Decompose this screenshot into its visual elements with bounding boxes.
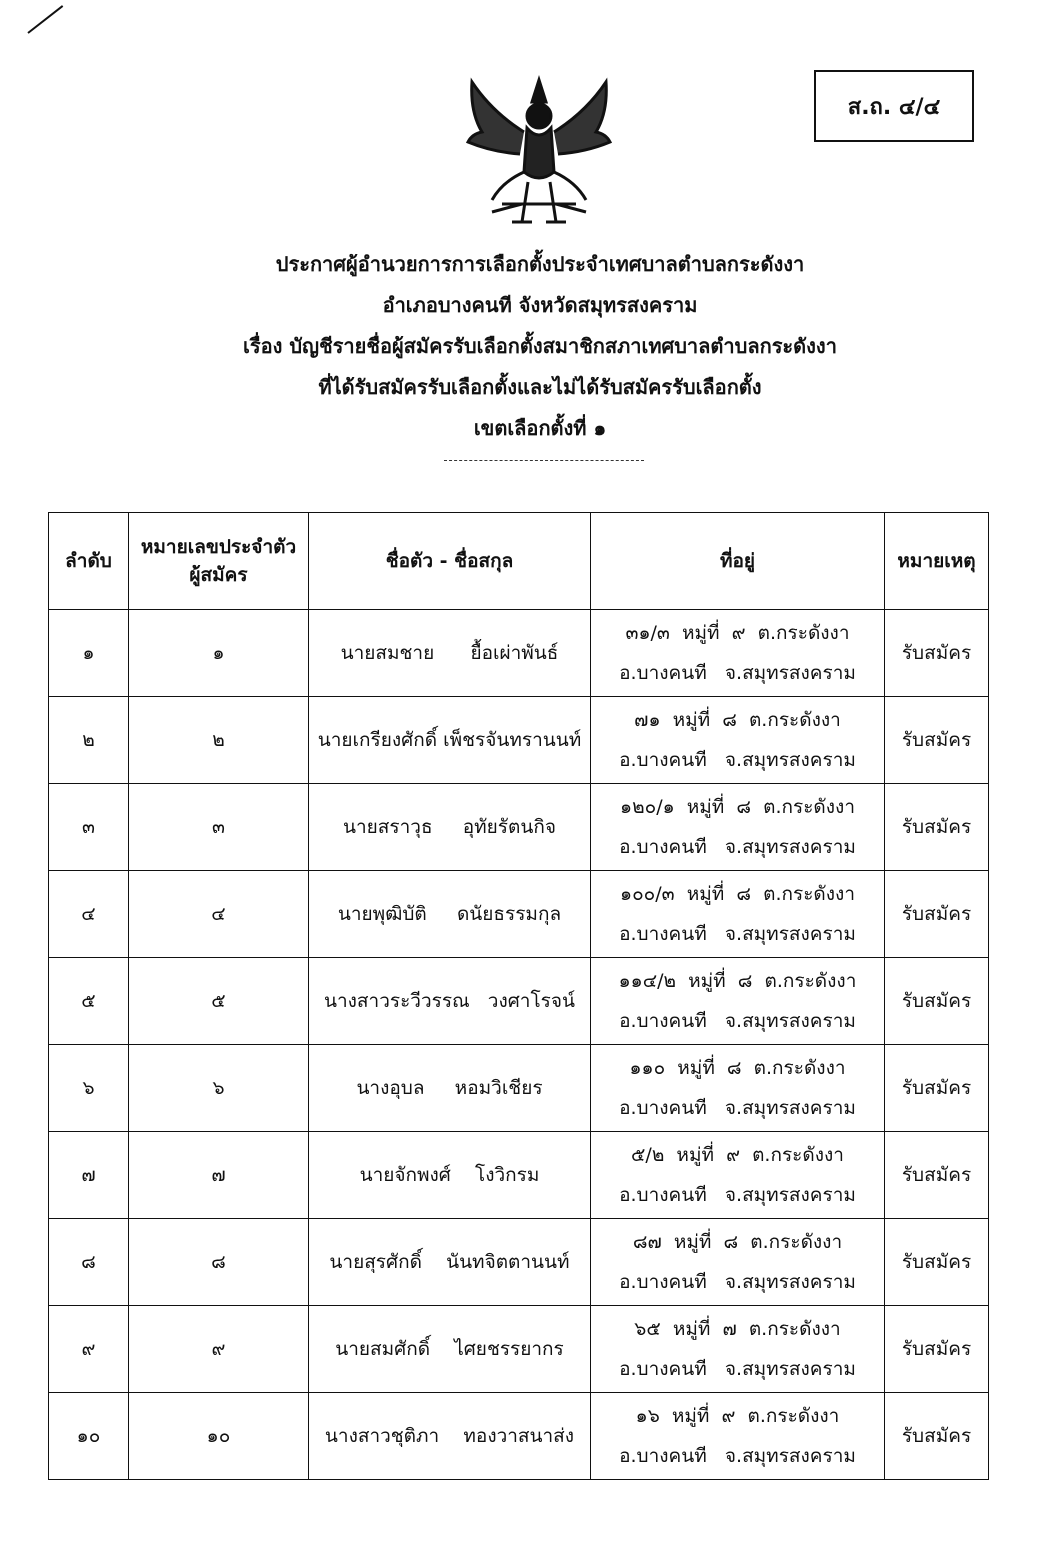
address-line-2: อ.บางคนที จ.สมุทรสงคราม: [619, 923, 856, 945]
address-line-1: ๑๑๐ หมู่ที่ ๘ ต.กระดังงา: [629, 1057, 846, 1079]
cell-candidate-number: ๑: [129, 610, 309, 697]
cell-remark: รับสมัคร: [885, 784, 989, 871]
heading-line-1: ประกาศผู้อำนวยการการเลือกตั้งประจำเทศบาลตำบลกระดังงา: [275, 252, 805, 276]
cell-name: นายพุฒิบัติ ดนัยธรรมกุล: [309, 871, 591, 958]
cell-remark: รับสมัคร: [885, 697, 989, 784]
cell-candidate-number: ๓: [129, 784, 309, 871]
address-line-2: อ.บางคนที จ.สมุทรสงคราม: [619, 662, 856, 684]
header-candidate-number: [129, 513, 309, 610]
table-header-row: [49, 513, 989, 610]
table-row: [49, 1393, 989, 1480]
table-row: [49, 1045, 989, 1132]
cell-order: ๑๐: [49, 1393, 129, 1480]
cell-remark: รับสมัคร: [885, 1132, 989, 1219]
pen-mark: [27, 5, 63, 34]
cell-name: นายสุรศักดิ์ นันทจิตตานนท์: [309, 1219, 591, 1306]
address-line-2: อ.บางคนที จ.สมุทรสงคราม: [619, 1184, 856, 1206]
address-line-1: ๓๑/๓ หมู่ที่ ๙ ต.กระดังงา: [625, 622, 850, 644]
table-row: [49, 958, 989, 1045]
cell-address: [591, 697, 885, 784]
cell-address: [591, 1045, 885, 1132]
cell-address: [591, 784, 885, 871]
heading-divider: [444, 460, 644, 461]
address-line-2: อ.บางคนที จ.สมุทรสงคราม: [619, 1445, 856, 1467]
table-row: [49, 1132, 989, 1219]
cell-address: [591, 958, 885, 1045]
cell-order: ๓: [49, 784, 129, 871]
address-line-2: อ.บางคนที จ.สมุทรสงคราม: [619, 1010, 856, 1032]
form-code: ส.ถ. ๔/๔: [847, 94, 941, 120]
header-remark: หมายเหตุ: [885, 513, 989, 610]
heading-line-3: เรื่อง บัญชีรายชื่อผู้สมัครรับเลือกตั้งสมาชิกสภาเทศบาลตำบลกระดังงา: [243, 334, 837, 358]
candidate-table: [48, 512, 989, 1480]
header-candidate-number-line1: หมายเลขประจำตัว: [140, 536, 297, 558]
address-line-1: ๑๖ หมู่ที่ ๙ ต.กระดังงา: [635, 1405, 840, 1427]
cell-remark: รับสมัคร: [885, 1045, 989, 1132]
cell-order: ๘: [49, 1219, 129, 1306]
cell-candidate-number: ๕: [129, 958, 309, 1045]
header-address: ที่อยู่: [591, 513, 885, 610]
garuda-emblem-icon: [462, 72, 616, 232]
cell-remark: รับสมัคร: [885, 958, 989, 1045]
header-name: ชื่อตัว - ชื่อสกุล: [309, 513, 591, 610]
table-row: [49, 610, 989, 697]
cell-address: [591, 1306, 885, 1393]
address-line-2: อ.บางคนที จ.สมุทรสงคราม: [619, 1358, 856, 1380]
cell-address: [591, 1132, 885, 1219]
cell-name: นายจักพงศ์ โงวิกรม: [309, 1132, 591, 1219]
heading-line-2: อำเภอบางคนที จังหวัดสมุทรสงคราม: [382, 293, 698, 317]
cell-name: นางอุบล หอมวิเชียร: [309, 1045, 591, 1132]
header-candidate-number-line2: ผู้สมัคร: [189, 564, 248, 586]
cell-name: นายสราวุธ อุทัยรัตนกิจ: [309, 784, 591, 871]
cell-name: นายสมชาย ยื้อเผ่าพันธ์: [309, 610, 591, 697]
cell-address: [591, 871, 885, 958]
address-line-2: อ.บางคนที จ.สมุทรสงคราม: [619, 749, 856, 771]
cell-candidate-number: ๗: [129, 1132, 309, 1219]
address-line-1: ๑๒๐/๑ หมู่ที่ ๘ ต.กระดังงา: [620, 796, 855, 818]
cell-candidate-number: ๖: [129, 1045, 309, 1132]
address-line-1: ๗๑ หมู่ที่ ๘ ต.กระดังงา: [634, 709, 841, 731]
cell-remark: รับสมัคร: [885, 610, 989, 697]
address-line-2: อ.บางคนที จ.สมุทรสงคราม: [619, 1097, 856, 1119]
cell-order: ๑: [49, 610, 129, 697]
cell-candidate-number: ๙: [129, 1306, 309, 1393]
cell-remark: รับสมัคร: [885, 1219, 989, 1306]
address-line-1: ๑๑๔/๒ หมู่ที่ ๘ ต.กระดังงา: [618, 970, 857, 992]
cell-candidate-number: ๘: [129, 1219, 309, 1306]
cell-address: [591, 610, 885, 697]
table-row: [49, 784, 989, 871]
cell-order: ๕: [49, 958, 129, 1045]
cell-order: ๗: [49, 1132, 129, 1219]
cell-order: ๖: [49, 1045, 129, 1132]
cell-address: [591, 1393, 885, 1480]
cell-name: นายสมศักดิ์ ไศยชรรยากร: [309, 1306, 591, 1393]
cell-address: [591, 1219, 885, 1306]
cell-candidate-number: ๑๐: [129, 1393, 309, 1480]
table-row: [49, 1219, 989, 1306]
address-line-2: อ.บางคนที จ.สมุทรสงคราม: [619, 1271, 856, 1293]
cell-name: นางสาวระวีวรรณ วงศาโรจน์: [309, 958, 591, 1045]
heading-line-4: ที่ได้รับสมัครรับเลือกตั้งและไม่ได้รับสมัครรับเลือกตั้ง: [318, 375, 762, 399]
address-line-1: ๘๗ หมู่ที่ ๘ ต.กระดังงา: [632, 1231, 843, 1253]
cell-remark: รับสมัคร: [885, 1393, 989, 1480]
address-line-1: ๑๐๐/๓ หมู่ที่ ๘ ต.กระดังงา: [620, 883, 855, 905]
form-code-box: [814, 70, 974, 142]
table-row: [49, 1306, 989, 1393]
announcement-heading: [100, 244, 980, 449]
header-order: ลำดับ: [49, 513, 129, 610]
table-row: [49, 697, 989, 784]
cell-name: นางสาวชุติภา ทองวาสนาส่ง: [309, 1393, 591, 1480]
heading-line-5: เขตเลือกตั้งที่ ๑: [473, 416, 607, 440]
cell-order: ๙: [49, 1306, 129, 1393]
address-line-1: ๕/๒ หมู่ที่ ๙ ต.กระดังงา: [631, 1144, 844, 1166]
cell-order: ๒: [49, 697, 129, 784]
cell-name: นายเกรียงศักดิ์ เพ็ชรจันทรานนท์: [309, 697, 591, 784]
table-row: [49, 871, 989, 958]
cell-candidate-number: ๒: [129, 697, 309, 784]
address-line-2: อ.บางคนที จ.สมุทรสงคราม: [619, 836, 856, 858]
cell-remark: รับสมัคร: [885, 871, 989, 958]
address-line-1: ๖๕ หมู่ที่ ๗ ต.กระดังงา: [634, 1318, 841, 1340]
cell-remark: รับสมัคร: [885, 1306, 989, 1393]
cell-order: ๔: [49, 871, 129, 958]
cell-candidate-number: ๔: [129, 871, 309, 958]
